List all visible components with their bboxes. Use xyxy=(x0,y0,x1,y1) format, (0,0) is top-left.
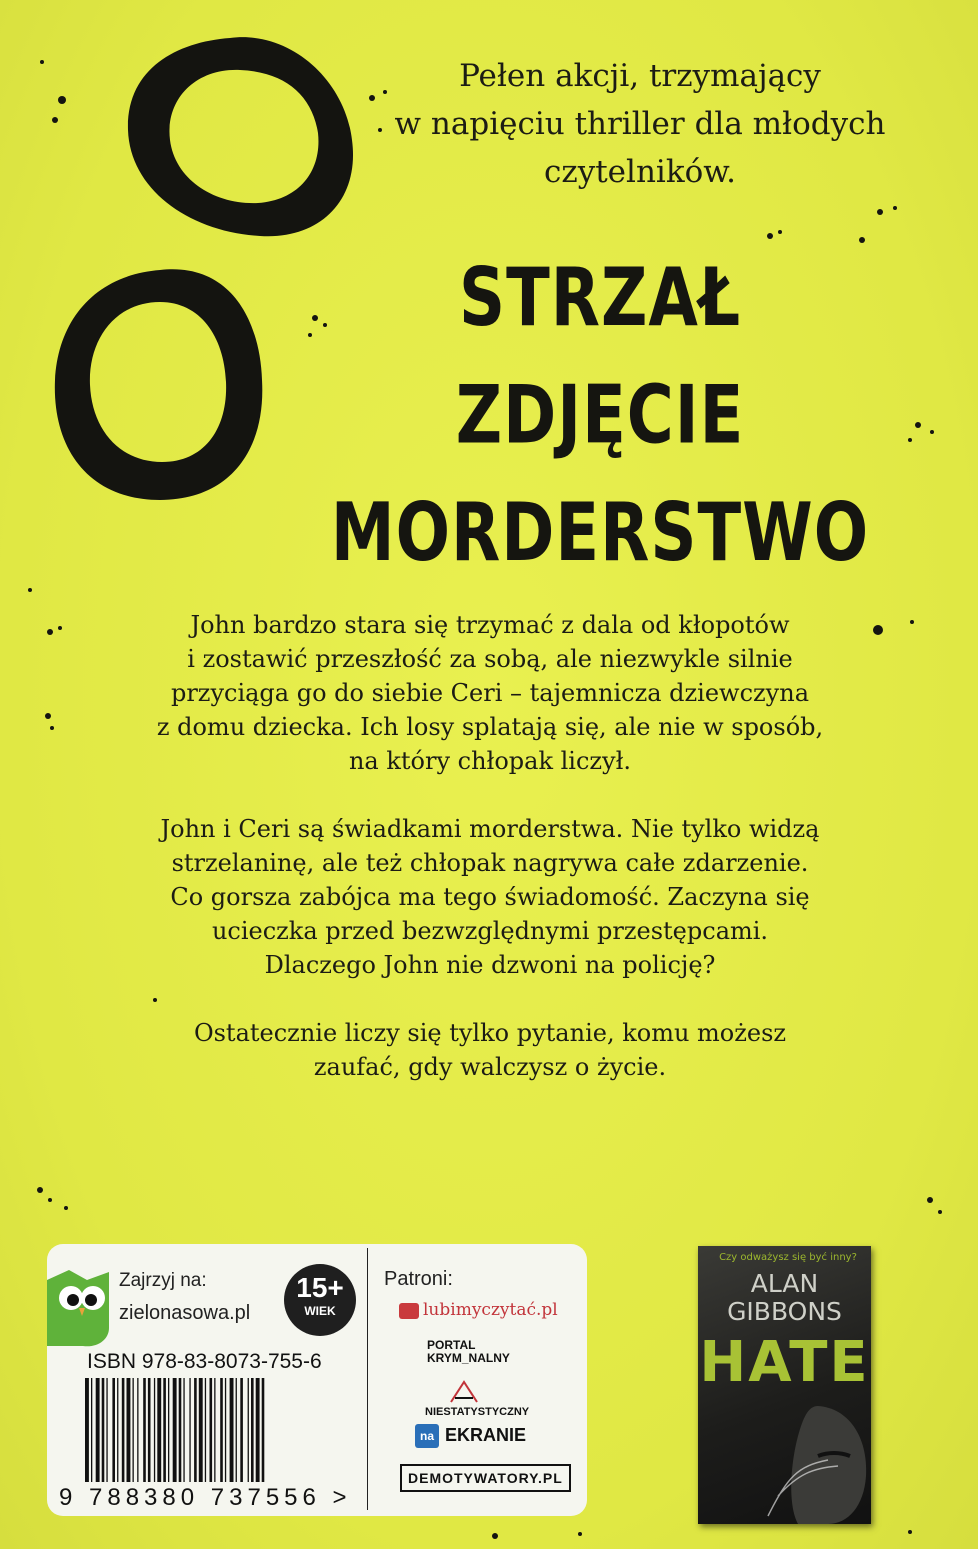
barcode-bar xyxy=(137,1378,138,1482)
barcode-bar xyxy=(179,1378,182,1482)
blurb-paragraph-2: John i Ceri są świadkami morderstwa. Nie tylko widzą strzelaninę, ale też chłopak nagrywa całe zdarzenie. Co gorsza zabójca ma tego świadomość. Zaczyna się ucieczka przed bezwzględnymi przestępcami. Dlaczego John nie dzwoni na policję? xyxy=(160,815,820,979)
barcode-bar xyxy=(148,1378,151,1482)
blurb-paragraph-3: Ostatecznie liczy się tylko pytanie, komu możesz zaufać, gdy walczysz o życie. xyxy=(193,1019,787,1081)
patron-lubimyczytac-text: lubimyczytać.pl xyxy=(423,1300,558,1320)
panel-divider xyxy=(367,1248,368,1510)
patron-na-ekranie xyxy=(415,1424,526,1448)
patron-na-badge: na xyxy=(415,1424,439,1448)
patron-portal-kryminalny: PORTAL KRYM_NALNY xyxy=(427,1338,510,1365)
barcode-bar xyxy=(102,1378,105,1482)
related-book-author xyxy=(698,1270,871,1326)
visit-label: Zajrzyj na: xyxy=(119,1270,207,1291)
barcode-bar xyxy=(183,1378,184,1482)
publisher-url[interactable]: zielonasowa.pl xyxy=(119,1302,251,1324)
label-panel xyxy=(47,1244,587,1516)
barcode-bar xyxy=(106,1378,107,1482)
barcode-bar xyxy=(143,1378,146,1482)
barcode-bar xyxy=(210,1378,213,1482)
barcode-bar xyxy=(117,1378,118,1482)
related-book-author-first: ALAN xyxy=(750,1269,819,1298)
barcode-digits: 9 788380 737556 > xyxy=(59,1484,352,1511)
related-book-title: HATE xyxy=(699,1330,870,1395)
blurb-paragraph-1: John bardzo stara się trzymać z dala od kłopotów i zostawić przeszłość za sobą, ale niezwykle silnie przyciąga go do siebie Ceri – tajemnicza dziewczyna z domu dziecka. Ich losy splatają się, ale nie w sposób, na który chłopak liczył. xyxy=(156,611,824,775)
title-line-3: MORDERSTWO xyxy=(330,487,870,580)
barcode-bar xyxy=(230,1378,234,1482)
related-book-tagline: Czy odważysz się być inny? xyxy=(719,1252,857,1263)
book-stack-icon xyxy=(399,1303,419,1319)
barcode-bar xyxy=(189,1378,190,1482)
barcode-bar xyxy=(112,1378,115,1482)
patron-niestatystyczny: NIESTATYSTYCZNY xyxy=(425,1406,530,1418)
related-book-author-last: GIBBONS xyxy=(727,1297,842,1326)
barcode-bar xyxy=(122,1378,125,1482)
niestatystyczny-logo-icon xyxy=(449,1380,479,1404)
barcode-bar xyxy=(205,1378,206,1482)
barcode-bar xyxy=(194,1378,197,1482)
barcode-bar xyxy=(168,1378,169,1482)
barcode-bar xyxy=(248,1378,249,1482)
barcode-bar xyxy=(91,1378,92,1482)
book-title xyxy=(280,240,920,593)
patron-demotywatory: DEMOTYWATORY.PL xyxy=(400,1464,571,1492)
barcode-bar xyxy=(96,1378,100,1482)
barcode-bar xyxy=(157,1378,161,1482)
barcode-bar xyxy=(262,1378,265,1482)
barcode-bar xyxy=(199,1378,203,1482)
patron-lubimyczytac xyxy=(399,1300,558,1320)
barcode-bar xyxy=(163,1378,166,1482)
face-illustration-icon xyxy=(758,1396,871,1524)
barcode-bar xyxy=(85,1378,89,1482)
owl-logo-icon xyxy=(47,1268,117,1348)
age-badge xyxy=(284,1264,356,1336)
tagline: Pełen akcji, trzymający w napięciu thriller dla młodych czytelników. xyxy=(394,58,886,190)
patrons-label: Patroni: xyxy=(384,1268,453,1290)
barcode-icon xyxy=(85,1378,357,1482)
barcode-bar xyxy=(173,1378,177,1482)
patron-ekranie-text: EKRANIE xyxy=(445,1424,527,1445)
barcode-bar xyxy=(220,1378,223,1482)
age-unit: WIEK xyxy=(304,1304,336,1318)
blurb xyxy=(150,608,830,1118)
barcode-bar xyxy=(251,1378,254,1482)
barcode-bar xyxy=(240,1378,243,1482)
barcode-bar xyxy=(133,1378,134,1482)
barcode-bar xyxy=(154,1378,155,1482)
barcode-bar xyxy=(214,1378,215,1482)
barcode-bar xyxy=(256,1378,260,1482)
age-number: 15+ xyxy=(296,1272,344,1303)
title-line-2: ZDJĘCIE xyxy=(455,370,745,463)
isbn-label: ISBN 978-83-8073-755-6 xyxy=(87,1350,322,1373)
barcode-bar xyxy=(225,1378,226,1482)
title-line-1: STRZAŁ xyxy=(458,252,742,345)
barcode-bar xyxy=(127,1378,131,1482)
barcode-bar xyxy=(236,1378,237,1482)
related-book-cover xyxy=(698,1246,871,1524)
